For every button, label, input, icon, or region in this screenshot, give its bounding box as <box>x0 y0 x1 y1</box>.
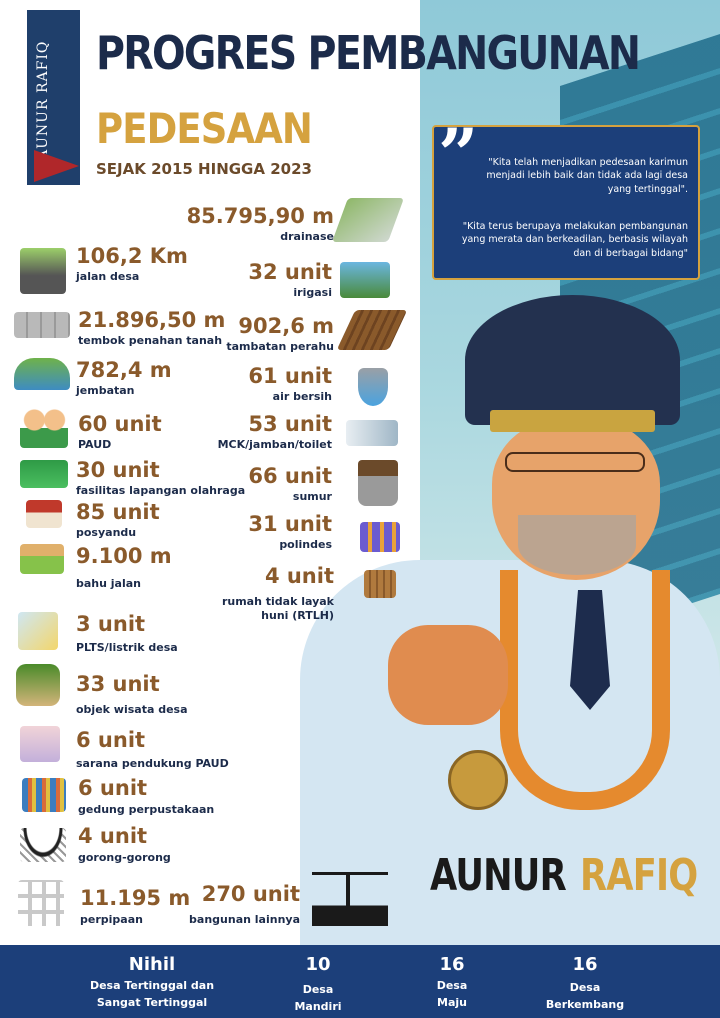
house-icon <box>364 570 396 598</box>
stat-label: rumah tidak layak <box>221 595 334 608</box>
stat-label: posyandu <box>76 526 137 539</box>
drainage-icon <box>332 198 404 242</box>
stat-label: PAUD <box>78 438 112 451</box>
stat-plts <box>76 614 178 655</box>
stat-value: 782,4 m <box>76 358 172 382</box>
stat-tembok <box>78 310 225 348</box>
stat-value: 270 unit <box>201 882 300 906</box>
footer-label-line2: Mandiri <box>294 999 342 1013</box>
stat-perpustakaan <box>78 778 214 817</box>
footer-label-line2: Maju <box>437 995 467 1009</box>
footer-item-mandiri <box>282 956 354 1015</box>
stat-perpipaan <box>80 888 190 927</box>
stat-value: 66 unit <box>248 464 332 488</box>
well-icon <box>358 460 398 506</box>
red-triangle-logo-icon <box>34 150 79 182</box>
playground-icon <box>20 726 60 762</box>
footer-value: 10 <box>305 954 331 975</box>
page-subtitle: PEDESAAN <box>96 104 312 153</box>
stat-posyandu <box>76 502 160 540</box>
stat-label: perpipaan <box>80 913 143 926</box>
stat-value: 21.896,50 m <box>78 308 226 332</box>
quote-text-1: "Kita telah menjadikan pedesaan karimun menjadi lebih baik dan tidak ada lagi desa yang tertinggal". <box>486 157 688 195</box>
soccer-field-icon <box>20 460 68 488</box>
stat-label: fasilitas lapangan olahraga <box>76 484 246 497</box>
stat-label: bahu jalan <box>76 577 142 590</box>
name-first: AUNUR <box>430 850 566 901</box>
medal-icon <box>448 750 508 810</box>
quote-text-2: "Kita terus berupaya melakukan pembangunan yang merata dan berkeadilan, berbasis wilayah dan di berbagai bidang" <box>461 221 688 259</box>
irrigation-icon <box>340 262 390 298</box>
stat-label: drainase <box>280 230 334 243</box>
stat-value: 4 unit <box>78 824 148 848</box>
stat-value: 33 unit <box>76 672 160 696</box>
stat-value: 9.100 m <box>76 544 172 568</box>
faucet-icon <box>358 368 388 406</box>
stat-rtlh <box>200 566 334 624</box>
pipe-icon <box>18 880 64 926</box>
stat-value: 85 unit <box>76 500 160 524</box>
stat-bahu-jalan <box>76 546 172 591</box>
stat-wisata <box>76 674 188 717</box>
stat-mck <box>200 414 332 452</box>
footer-value: 16 <box>439 954 465 975</box>
stat-tambatan <box>218 316 334 354</box>
portrait-beard <box>518 515 636 575</box>
clinic-icon <box>360 522 400 552</box>
stat-value: 61 unit <box>248 364 332 388</box>
stat-polindes <box>232 514 332 552</box>
footer-label-line1: Desa <box>302 983 334 996</box>
stat-paud <box>78 414 162 452</box>
stat-label: polindes <box>279 538 332 551</box>
road-shoulder-icon <box>20 544 64 574</box>
solar-power-icon <box>18 612 58 650</box>
stat-label: gorong-gorong <box>78 851 171 864</box>
side-banner-text: AUNUR RAFIQ <box>35 40 51 160</box>
stat-label: tambatan perahu <box>226 340 334 353</box>
stat-value: 30 unit <box>76 458 160 482</box>
toilet-icon <box>346 420 398 446</box>
stat-label: objek wisata desa <box>76 703 188 716</box>
footer-label-line2: Sangat Tertinggal <box>96 995 208 1009</box>
footer-item-maju <box>420 956 484 1011</box>
stat-value: 32 unit <box>248 260 332 284</box>
stat-label: sarana pendukung PAUD <box>76 757 229 770</box>
footer-value: Nihil <box>128 954 176 975</box>
stat-label: irigasi <box>293 286 332 299</box>
stat-sarana-paud <box>76 730 229 771</box>
footer-label-line1: Desa Tertinggal dan <box>89 979 215 992</box>
stat-label: air bersih <box>272 390 332 403</box>
period-label: SEJAK 2015 HINGGA 2023 <box>96 160 312 178</box>
stat-label: gedung perpustakaan <box>78 803 215 816</box>
footer-label-line1: Desa <box>569 981 601 994</box>
stat-gorong <box>78 826 171 865</box>
construction-crane-icon <box>312 872 388 926</box>
stat-jalan-desa <box>76 246 188 284</box>
pier-icon <box>337 310 408 350</box>
footer-label-line2: Berkembang <box>545 997 625 1011</box>
stat-value: 3 unit <box>76 612 146 636</box>
stat-sumur <box>232 466 332 504</box>
stat-bangunan <box>180 884 300 927</box>
wall-icon <box>14 312 70 338</box>
page-title: PROGRES PEMBANGUNAN <box>96 26 640 80</box>
stat-label-line2: huni (RTLH) <box>261 609 334 623</box>
stat-value: 6 unit <box>76 728 146 752</box>
stat-jembatan <box>76 360 172 398</box>
portrait-hand <box>388 625 508 725</box>
stat-label: PLTS/listrik desa <box>76 641 178 654</box>
footer-item-tertinggal <box>80 956 224 1011</box>
footer-value: 16 <box>572 954 598 975</box>
health-post-icon <box>26 500 62 528</box>
portrait-glasses <box>505 452 645 472</box>
bridge-icon <box>14 358 70 390</box>
stat-label: tembok penahan tanah <box>78 334 223 347</box>
stat-label: jalan desa <box>76 270 140 283</box>
stat-value: 106,2 Km <box>76 244 188 268</box>
stat-label: sumur <box>292 490 332 503</box>
stat-value: 902,6 m <box>238 314 334 338</box>
stat-irigasi <box>232 262 332 300</box>
quote-mark-icon: ” <box>438 113 479 196</box>
children-icon <box>20 408 68 448</box>
footer-item-berkembang <box>530 956 640 1013</box>
stat-value: 31 unit <box>248 512 332 536</box>
stat-label: MCK/jamban/toilet <box>217 438 332 451</box>
stat-air-bersih <box>232 366 332 404</box>
footer-label-line1: Desa <box>436 979 468 992</box>
road-icon <box>20 248 66 294</box>
stat-label: bangunan lainnya <box>189 913 300 926</box>
culvert-icon <box>20 828 66 862</box>
stat-value: 6 unit <box>78 776 148 800</box>
stat-value: 85.795,90 m <box>186 204 334 228</box>
stat-drainase <box>176 206 334 244</box>
portrait-cap <box>465 295 680 425</box>
stat-lapangan <box>76 460 245 498</box>
portrait-cap-band <box>490 410 655 432</box>
name-last: RAFIQ <box>580 850 698 901</box>
stat-value: 60 unit <box>78 412 162 436</box>
stat-value: 53 unit <box>248 412 332 436</box>
library-icon <box>22 778 66 812</box>
stat-value: 4 unit <box>264 564 334 588</box>
tourism-icon <box>16 664 60 706</box>
stat-value: 11.195 m <box>80 886 191 910</box>
stat-label: jembatan <box>76 384 135 397</box>
